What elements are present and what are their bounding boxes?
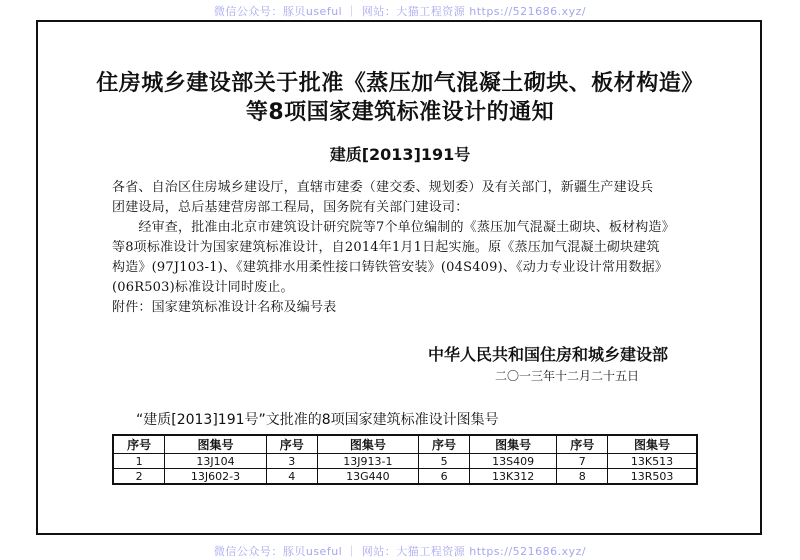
table-cell: 13R503: [608, 469, 697, 485]
table-cell: 13G440: [317, 469, 419, 485]
header-index: 序号: [557, 435, 608, 454]
atlas-number-table: [112, 434, 698, 485]
table-cell: 13K513: [608, 454, 697, 469]
header-atlas-number: 图集号: [608, 435, 697, 454]
table-cell: 1: [113, 454, 165, 469]
body-line-4: 等8项标准设计为国家建筑标准设计，自2014年1月1日起实施。原《蒸压加气混凝土砌块建筑: [112, 240, 660, 255]
body-line-1: 各省、自治区住房城乡建设厅，直辖市建委（建交委、规划委）及有关部门，新疆生产建设兵: [112, 180, 654, 195]
table-cell: 13J602-3: [165, 469, 267, 485]
body-line-3: 经审查，批准由北京市建筑设计研究院等7个单位编制的《蒸压加气混凝土砌块、板材构造》: [112, 220, 675, 235]
title-line-2: 等8项国家建筑标准设计的通知: [245, 100, 555, 125]
watermark-bottom: 微信公众号：豚贝useful ｜ 网站：大猫工程资源 https://521686.xyz/: [213, 545, 587, 558]
header-atlas-number: 图集号: [469, 435, 557, 454]
attachment-line: 附件：国家建筑标准设计名称及编号表: [112, 300, 337, 315]
header-atlas-number: 图集号: [317, 435, 419, 454]
table-cell: 13K312: [469, 469, 557, 485]
header-index: 序号: [266, 435, 317, 454]
table-cell: 13S409: [469, 454, 557, 469]
watermark-top: 微信公众号：豚贝useful ｜ 网站：大猫工程资源 https://521686.xyz/: [213, 5, 587, 18]
body-line-5: 构造》(97J103-1)、《建筑排水用柔性接口铸铁管安装》(04S409)、《动力专业设计常用数据》: [112, 260, 668, 275]
header-index: 序号: [419, 435, 470, 454]
table-cell: 13J913-1: [317, 454, 419, 469]
table-cell: 8: [557, 469, 608, 485]
table-header-row: [113, 435, 697, 454]
table-cell: 3: [266, 454, 317, 469]
table-cell: 6: [419, 469, 470, 485]
title-line-1: 住房城乡建设部关于批准《蒸压加气混凝土砌块、板材构造》: [96, 71, 704, 96]
document-number: 建质[2013]191号: [329, 145, 471, 164]
table-caption: “建质[2013]191号”文批准的8项国家建筑标准设计图集号: [136, 412, 499, 428]
table-cell: 5: [419, 454, 470, 469]
table-row: [113, 454, 697, 469]
table-cell: 4: [266, 469, 317, 485]
body-line-2: 团建设局，总后基建营房部工程局，国务院有关部门建设司：: [112, 200, 469, 215]
issuing-authority: 中华人民共和国住房和城乡建设部: [428, 345, 669, 364]
table-cell: 7: [557, 454, 608, 469]
table-cell: 2: [113, 469, 165, 485]
header-index: 序号: [113, 435, 165, 454]
table-row: [113, 469, 697, 485]
issue-date: 二〇一三年十二月二十五日: [495, 369, 640, 383]
table-cell: 13J104: [165, 454, 267, 469]
header-atlas-number: 图集号: [165, 435, 267, 454]
body-line-6: (06R503)标准设计同时废止。: [112, 280, 294, 295]
